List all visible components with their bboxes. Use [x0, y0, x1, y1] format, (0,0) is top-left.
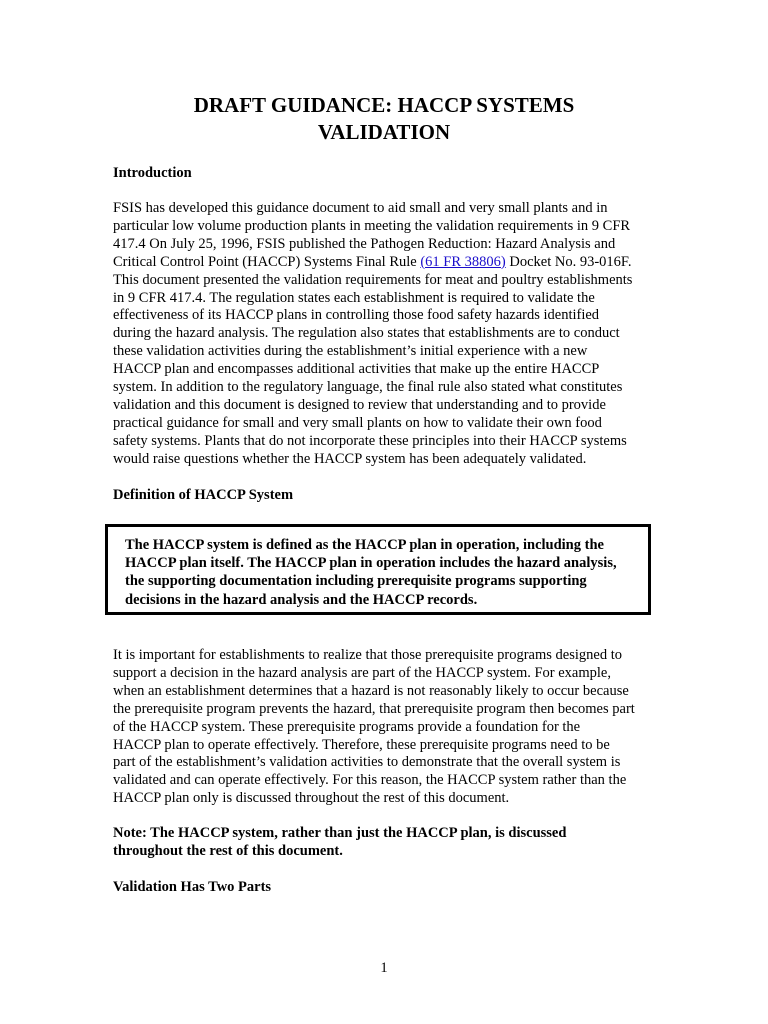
note-line: Note: The HACCP system, rather than just the HACCP plan, is discussed [113, 825, 567, 841]
intro-line-text-before-link: Critical Control Point (HACCP) Systems Final Rule [113, 253, 421, 270]
document-title [0, 92, 768, 146]
intro-line: HACCP plan and encompasses additional activities that make up the entire HACCP [113, 361, 600, 378]
intro-line: these validation activities during the establishment’s initial experience with a new [113, 343, 588, 360]
intro-line: safety systems. Plants that do not incorporate these principles into their HACCP systems [113, 432, 627, 449]
title-line-2: VALIDATION [317, 120, 451, 144]
heading-definition: Definition of HACCP System [113, 487, 294, 503]
paragraph-prerequisite-programs [113, 647, 661, 808]
intro-line: 417.4 On July 25, 1996, FSIS published the Pathogen Reduction: Hazard Analysis and [113, 235, 616, 252]
intro-line-with-link [113, 254, 661, 272]
federal-register-link[interactable]: (61 FR 38806) [420, 253, 506, 270]
intro-line: effectiveness of its HACCP plans in controlling those food safety hazards identified [113, 307, 600, 324]
definition-box [105, 524, 651, 615]
heading-introduction: Introduction [113, 165, 192, 181]
definition-line: the supporting documentation including prerequisite programs supporting [125, 573, 587, 590]
prerequisite-line: validated and can operate effectively. For this reason, the HACCP system rather than the [113, 772, 627, 789]
paragraph-note [113, 825, 661, 861]
definition-line: The HACCP system is defined as the HACCP plan in operation, including the [125, 537, 604, 553]
definition-text [125, 536, 617, 609]
title-line-1: DRAFT GUIDANCE: HACCP SYSTEMS [193, 93, 575, 117]
intro-line: validation and this document is designed to review that understanding and to provide [113, 396, 606, 413]
page-number: 1 [380, 960, 388, 976]
prerequisite-line: the prerequisite program prevents the hazard, that prerequisite program then becomes part [113, 700, 635, 717]
intro-line: FSIS has developed this guidance document to aid small and very small plants and in [113, 200, 608, 216]
heading-validation-two-parts: Validation Has Two Parts [113, 879, 272, 895]
prerequisite-line: when an establishment determines that a hazard is not reasonably likely to occur because [113, 682, 629, 699]
intro-line: would raise questions whether the HACCP system has been adequately validated. [113, 450, 587, 467]
prerequisite-line: part of the establishment’s validation activities to demonstrate that the overall system is [113, 754, 621, 771]
prerequisite-line: It is important for establishments to realize that those prerequisite programs designed to [113, 647, 622, 663]
intro-line: particular low volume production plants in meeting the validation requirements in 9 CFR [113, 217, 631, 234]
note-line: throughout the rest of this document. [113, 842, 343, 859]
definition-line: HACCP plan itself. The HACCP plan in operation includes the hazard analysis, [125, 555, 617, 572]
intro-line-text-after-link: Docket No. 93-016F. [505, 253, 632, 270]
intro-line: in 9 CFR 417.4. The regulation states each establishment is required to validate the [113, 289, 595, 306]
prerequisite-line: HACCP plan to operate effectively. Therefore, these prerequisite programs need to be [113, 736, 610, 753]
prerequisite-line: support a decision in the hazard analysis are part of the HACCP system. For example, [113, 664, 611, 681]
intro-line: during the hazard analysis. The regulation also states that establishments are to conduct [113, 325, 620, 342]
definition-line: decisions in the hazard analysis and the HACCP records. [125, 591, 478, 608]
prerequisite-line: HACCP plan only is discussed throughout the rest of this document. [113, 790, 510, 807]
paragraph-introduction [113, 200, 661, 469]
prerequisite-line: of the HACCP system. These prerequisite programs provide a foundation for the [113, 718, 581, 735]
intro-line: This document presented the validation requirements for meat and poultry establishments [113, 271, 633, 288]
intro-line: system. In addition to the regulatory language, the final rule also stated what constitutes [113, 379, 623, 396]
intro-line: practical guidance for small and very small plants on how to validate their own food [113, 414, 602, 431]
